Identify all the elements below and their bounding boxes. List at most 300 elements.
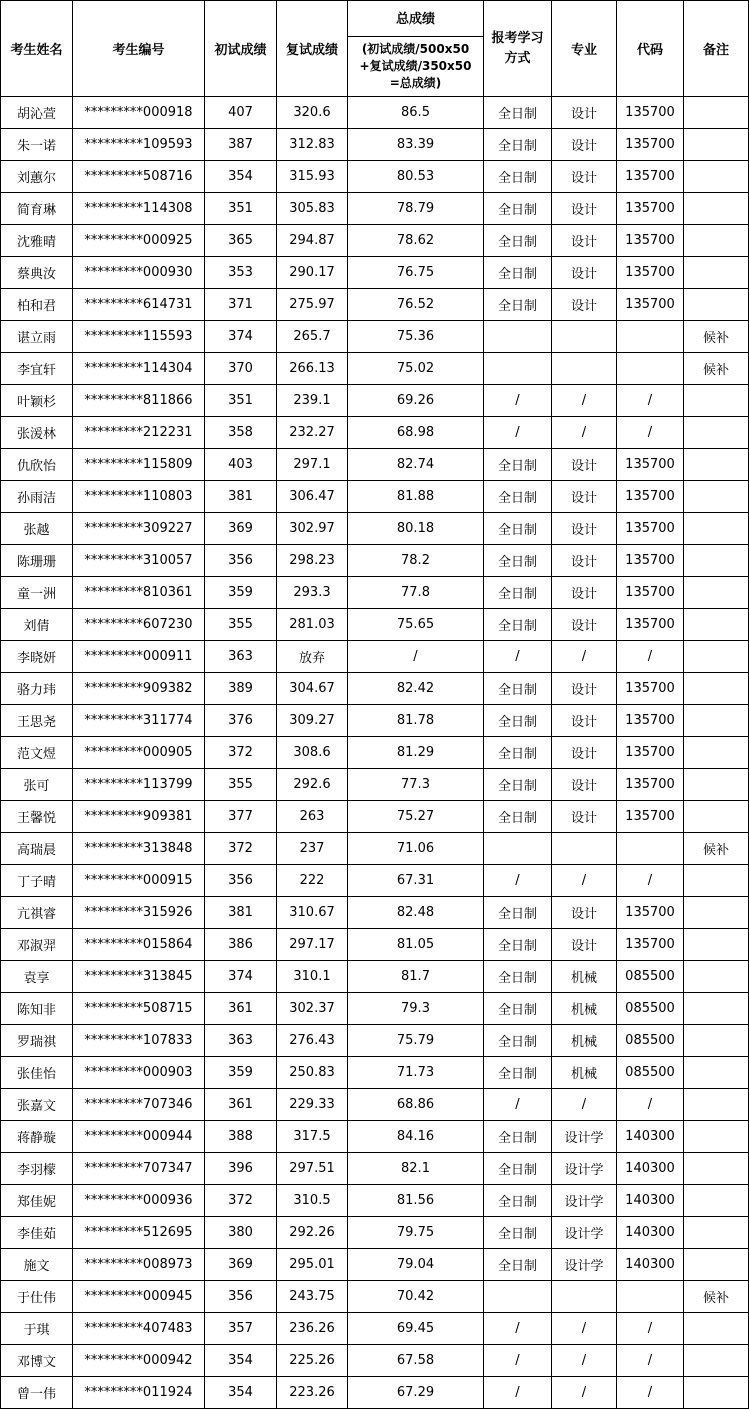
cell-code: / [617,385,684,417]
cell-score1: 372 [205,1185,277,1217]
cell-score2: 298.23 [277,545,348,577]
cell-score2: 309.27 [277,705,348,737]
cell-id: *********015864 [73,929,205,961]
cell-code: 140300 [617,1121,684,1153]
table-row [1,481,749,513]
table-row [1,961,749,993]
cell-code [617,321,684,353]
cell-total: 81.88 [348,481,484,513]
cell-major: 机械 [552,1057,617,1089]
cell-id: *********011924 [73,1377,205,1409]
cell-name: 邓博文 [1,1345,73,1377]
cell-id: *********309227 [73,513,205,545]
cell-score2: 293.3 [277,577,348,609]
cell-major: 设计 [552,801,617,833]
cell-score1: 374 [205,321,277,353]
cell-note [684,1377,749,1409]
cell-code: 085500 [617,993,684,1025]
table-row [1,97,749,129]
cell-major: 机械 [552,993,617,1025]
cell-mode: 全日制 [484,161,552,193]
cell-score2: 239.1 [277,385,348,417]
cell-note [684,481,749,513]
cell-score2: 302.37 [277,993,348,1025]
table-row [1,161,749,193]
cell-total: 81.29 [348,737,484,769]
cell-score2: 292.26 [277,1217,348,1249]
table-row [1,257,749,289]
cell-major: 设计 [552,737,617,769]
cell-score2: 243.75 [277,1281,348,1313]
cell-total: 78.2 [348,545,484,577]
cell-mode: 全日制 [484,545,552,577]
cell-id: *********508716 [73,161,205,193]
cell-note [684,257,749,289]
cell-code: 135700 [617,673,684,705]
cell-score2: 222 [277,865,348,897]
header-score2: 复试成绩 [277,1,348,97]
cell-code: 135700 [617,481,684,513]
cell-code: 135700 [617,545,684,577]
cell-code: 085500 [617,1025,684,1057]
cell-major: 设计 [552,929,617,961]
cell-name: 郑佳妮 [1,1185,73,1217]
cell-total: 82.74 [348,449,484,481]
cell-code: 140300 [617,1185,684,1217]
cell-total: 81.05 [348,929,484,961]
cell-score2: 320.6 [277,97,348,129]
cell-total: 84.16 [348,1121,484,1153]
cell-code: 135700 [617,609,684,641]
cell-total: 69.45 [348,1313,484,1345]
cell-mode: 全日制 [484,737,552,769]
cell-major: / [552,385,617,417]
header-score1: 初试成绩 [205,1,277,97]
cell-note: 候补 [684,1281,749,1313]
cell-total: 70.42 [348,1281,484,1313]
cell-total: 79.75 [348,1217,484,1249]
cell-name: 简育琳 [1,193,73,225]
cell-score1: 363 [205,641,277,673]
cell-name: 罗瑞祺 [1,1025,73,1057]
cell-note [684,1153,749,1185]
cell-id: *********000915 [73,865,205,897]
cell-major: 设计 [552,97,617,129]
cell-score2: 229.33 [277,1089,348,1121]
cell-name: 张可 [1,769,73,801]
cell-name: 蒋静璇 [1,1121,73,1153]
table-row [1,609,749,641]
cell-score1: 354 [205,1345,277,1377]
cell-total: 68.86 [348,1089,484,1121]
cell-name: 张佳怡 [1,1057,73,1089]
cell-mode: / [484,1089,552,1121]
cell-code: / [617,1377,684,1409]
cell-id: *********212231 [73,417,205,449]
cell-total: 75.36 [348,321,484,353]
cell-major: / [552,641,617,673]
cell-mode: 全日制 [484,257,552,289]
table-row [1,1057,749,1089]
cell-score2: 310.67 [277,897,348,929]
cell-mode: / [484,1377,552,1409]
table-row [1,737,749,769]
cell-note [684,1249,749,1281]
cell-note [684,513,749,545]
cell-code: 085500 [617,961,684,993]
cell-major: 设计 [552,481,617,513]
cell-name: 丁子晴 [1,865,73,897]
cell-note [684,1089,749,1121]
table-row [1,449,749,481]
cell-code: / [617,641,684,673]
table-row [1,193,749,225]
cell-mode: 全日制 [484,225,552,257]
table-row [1,929,749,961]
cell-name: 孙雨洁 [1,481,73,513]
cell-code: 135700 [617,513,684,545]
header-mode [484,1,552,97]
cell-score2: 263 [277,801,348,833]
cell-id: *********000942 [73,1345,205,1377]
cell-note [684,1057,749,1089]
cell-id: *********811866 [73,385,205,417]
table-body [1,97,749,1409]
cell-name: 童一洲 [1,577,73,609]
cell-name: 张湲林 [1,417,73,449]
cell-mode: 全日制 [484,1153,552,1185]
cell-name: 刘倩 [1,609,73,641]
cell-mode: 全日制 [484,705,552,737]
table-row [1,1153,749,1185]
cell-note [684,769,749,801]
cell-id: *********115809 [73,449,205,481]
cell-note [684,897,749,929]
cell-score2: 223.26 [277,1377,348,1409]
cell-note [684,1345,749,1377]
cell-mode: / [484,865,552,897]
cell-major: 机械 [552,1025,617,1057]
table-row [1,1281,749,1313]
cell-code: 135700 [617,705,684,737]
cell-score1: 407 [205,97,277,129]
cell-major: 设计 [552,225,617,257]
table-row [1,833,749,865]
table-row [1,641,749,673]
cell-mode: 全日制 [484,769,552,801]
cell-name: 王馨悦 [1,801,73,833]
cell-score2: 276.43 [277,1025,348,1057]
cell-note [684,801,749,833]
cell-id: *********110803 [73,481,205,513]
cell-id: *********000930 [73,257,205,289]
cell-score1: 351 [205,385,277,417]
cell-major [552,321,617,353]
cell-note: 候补 [684,833,749,865]
cell-id: *********000945 [73,1281,205,1313]
table-row [1,769,749,801]
cell-score2: 304.67 [277,673,348,705]
table-row [1,289,749,321]
cell-note [684,865,749,897]
cell-score2: 266.13 [277,353,348,385]
cell-score1: 372 [205,833,277,865]
cell-mode [484,833,552,865]
cell-score2: 315.93 [277,161,348,193]
cell-score2: 317.5 [277,1121,348,1153]
cell-total: 77.3 [348,769,484,801]
cell-id: *********313845 [73,961,205,993]
cell-mode: 全日制 [484,1217,552,1249]
cell-mode: 全日制 [484,609,552,641]
cell-total: 75.02 [348,353,484,385]
cell-note [684,577,749,609]
table-row [1,225,749,257]
table-row [1,1185,749,1217]
cell-code: 140300 [617,1249,684,1281]
cell-major: 设计 [552,673,617,705]
cell-name: 袁享 [1,961,73,993]
cell-score1: 356 [205,1281,277,1313]
cell-name: 王思尧 [1,705,73,737]
cell-code [617,833,684,865]
cell-code: 135700 [617,193,684,225]
cell-name: 李佳茹 [1,1217,73,1249]
cell-note [684,737,749,769]
cell-note [684,1025,749,1057]
cell-code: 135700 [617,769,684,801]
cell-id: *********000918 [73,97,205,129]
cell-mode: 全日制 [484,449,552,481]
cell-total: 68.98 [348,417,484,449]
cell-score1: 363 [205,1025,277,1057]
cell-code: 135700 [617,737,684,769]
cell-code: 135700 [617,897,684,929]
cell-major: 设计 [552,193,617,225]
cell-mode: 全日制 [484,1185,552,1217]
cell-mode: / [484,1345,552,1377]
cell-note [684,641,749,673]
table-row [1,545,749,577]
table-row [1,1121,749,1153]
cell-note: 候补 [684,321,749,353]
cell-name: 李羽檬 [1,1153,73,1185]
cell-name: 邓淑羿 [1,929,73,961]
cell-mode [484,321,552,353]
cell-id: *********000905 [73,737,205,769]
cell-major: / [552,865,617,897]
table-row [1,865,749,897]
cell-score2: 306.47 [277,481,348,513]
cell-id: *********512695 [73,1217,205,1249]
table-row [1,1089,749,1121]
cell-code: 135700 [617,929,684,961]
cell-score1: 377 [205,801,277,833]
table-row [1,673,749,705]
cell-score1: 359 [205,1057,277,1089]
cell-mode: 全日制 [484,1249,552,1281]
table-row [1,801,749,833]
header-code: 代码 [617,1,684,97]
table-row [1,897,749,929]
cell-score1: 388 [205,1121,277,1153]
cell-total: 81.56 [348,1185,484,1217]
cell-note: 候补 [684,353,749,385]
header-mode-line1: 报考学习 [491,30,544,46]
cell-name: 高瑞晨 [1,833,73,865]
cell-id: *********315926 [73,897,205,929]
cell-code: 135700 [617,97,684,129]
cell-total: 82.48 [348,897,484,929]
cell-total: 86.5 [348,97,484,129]
cell-name: 于仕伟 [1,1281,73,1313]
cell-code: / [617,417,684,449]
cell-score1: 365 [205,225,277,257]
cell-mode: 全日制 [484,577,552,609]
cell-score1: 355 [205,769,277,801]
cell-note [684,993,749,1025]
cell-score2: 237 [277,833,348,865]
cell-major: / [552,1377,617,1409]
cell-id: *********707347 [73,1153,205,1185]
cell-major: 设计 [552,577,617,609]
cell-id: *********607230 [73,609,205,641]
cell-major: 设计学 [552,1153,617,1185]
header-total [348,1,484,97]
cell-name: 陈知非 [1,993,73,1025]
cell-note [684,385,749,417]
cell-score1: 361 [205,993,277,1025]
header-major: 专业 [552,1,617,97]
cell-score1: 372 [205,737,277,769]
header-total-title: 总成绩 [348,5,483,37]
table-row [1,1377,749,1409]
cell-total: 82.42 [348,673,484,705]
table-row [1,993,749,1025]
header-id: 考生编号 [73,1,205,97]
cell-note [684,161,749,193]
cell-id: *********000903 [73,1057,205,1089]
cell-total: 76.75 [348,257,484,289]
cell-score2: 225.26 [277,1345,348,1377]
cell-code: 135700 [617,225,684,257]
cell-note [684,1121,749,1153]
cell-name: 胡沁萱 [1,97,73,129]
cell-id: *********407483 [73,1313,205,1345]
cell-major: / [552,417,617,449]
cell-code: 135700 [617,449,684,481]
cell-mode: 全日制 [484,97,552,129]
cell-total: 75.79 [348,1025,484,1057]
table-row [1,1249,749,1281]
cell-score1: 389 [205,673,277,705]
table-row [1,1345,749,1377]
cell-total: 79.04 [348,1249,484,1281]
cell-major: / [552,1345,617,1377]
cell-id: *********310057 [73,545,205,577]
cell-id: *********113799 [73,769,205,801]
cell-note [684,289,749,321]
cell-id: *********109593 [73,129,205,161]
cell-score1: 370 [205,353,277,385]
cell-name: 于琪 [1,1313,73,1345]
cell-name: 李晓妍 [1,641,73,673]
cell-score2: 294.87 [277,225,348,257]
cell-id: *********000911 [73,641,205,673]
cell-major [552,353,617,385]
cell-id: *********115593 [73,321,205,353]
cell-score1: 371 [205,289,277,321]
cell-total: 67.29 [348,1377,484,1409]
cell-total: 67.31 [348,865,484,897]
cell-major: 设计 [552,545,617,577]
cell-major: 设计 [552,513,617,545]
cell-score1: 356 [205,865,277,897]
cell-id: *********909382 [73,673,205,705]
cell-code: 135700 [617,161,684,193]
cell-name: 朱一诺 [1,129,73,161]
cell-mode: 全日制 [484,289,552,321]
table-row [1,513,749,545]
cell-mode: 全日制 [484,1121,552,1153]
table-row [1,1217,749,1249]
cell-total: 81.7 [348,961,484,993]
cell-id: *********614731 [73,289,205,321]
cell-code: / [617,1089,684,1121]
cell-score2: 312.83 [277,129,348,161]
table-row [1,705,749,737]
cell-note [684,417,749,449]
cell-total: 81.78 [348,705,484,737]
cell-note [684,97,749,129]
cell-score2: 250.83 [277,1057,348,1089]
cell-major: 设计 [552,449,617,481]
cell-total: 82.1 [348,1153,484,1185]
cell-mode: 全日制 [484,961,552,993]
header-total-formula-2: +复试成绩/350x50 [359,59,472,73]
cell-score2: 295.01 [277,1249,348,1281]
cell-code: 140300 [617,1217,684,1249]
cell-total: 80.18 [348,513,484,545]
cell-code: 135700 [617,129,684,161]
cell-total: 79.3 [348,993,484,1025]
cell-name: 仇欣怡 [1,449,73,481]
cell-name: 陈珊珊 [1,545,73,577]
cell-note [684,609,749,641]
cell-score2: 302.97 [277,513,348,545]
cell-major: 设计学 [552,1249,617,1281]
cell-code: 135700 [617,257,684,289]
cell-id: *********810361 [73,577,205,609]
cell-note [684,129,749,161]
cell-score2: 281.03 [277,609,348,641]
cell-major [552,1281,617,1313]
cell-name: 亢祺睿 [1,897,73,929]
cell-score1: 358 [205,417,277,449]
cell-code [617,1281,684,1313]
cell-total: 67.58 [348,1345,484,1377]
cell-id: *********000944 [73,1121,205,1153]
cell-code: 135700 [617,801,684,833]
table-row [1,1025,749,1057]
cell-total: 78.62 [348,225,484,257]
cell-code: / [617,1345,684,1377]
cell-name: 柏和君 [1,289,73,321]
cell-score1: 403 [205,449,277,481]
cell-major: 设计学 [552,1185,617,1217]
cell-total: 71.73 [348,1057,484,1089]
cell-score2: 放弃 [277,641,348,673]
